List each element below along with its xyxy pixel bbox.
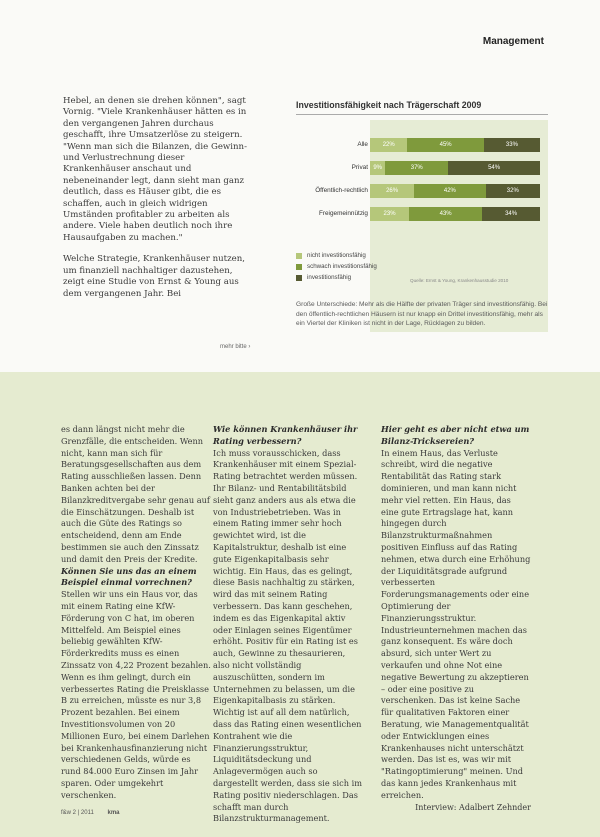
bar-segment: 42% [414,184,485,198]
interview-answer: In einem Haus, das Verluste schreibt, wird die negative Rentabilität das Rating stark dominieren, und man kann nicht mehr viel retten. Ein Haus, das eine gute Ertragslage hat, kann hingegen durch Bilanzstrukturmaßnahmen positiven Einfluss auf das Rating nehmen, etwa durch eine Erhöhung der Liquiditätsgrade aufgrund verbesserten Forderungsmanagements oder eine Optimierung der Finanzierungsstruktur. Industrieunternehmen machen das ganz konsequent. Es wäre doch absurd, sich unter Wert zu verkaufen und ohne Not eine negative Bewertung zu akzeptieren – oder eine positive zu verschenken. Das ist keine Sache für qualitativen Faktoren einer Beratung, wie Managementqualität oder Entwicklungen eines Krankenhauses nicht unterschätzt werden. Das ist es, was wir mit "Ratingoptimierung" meinen. Und das kann jedes Krankenhaus mit erreichen. [381,447,531,800]
legend-item [296,250,377,261]
legend-label: nicht investitionsfähig [307,252,366,259]
bar-segment: 23% [370,207,409,221]
bar-segment: 43% [409,207,482,221]
category-label: Privat [351,164,368,171]
footer-issue: f&w 2 | 2011 [61,810,94,816]
bar-segment: 54% [448,161,540,175]
bar-row [296,207,548,221]
intro-paragraph-2: Welche Strategie, Krankenhäuser nutzen, um finanziell nachhaltiger dazustehen, zeigt eine Studie von Ernst & Young aus dem vergangenen Jahr. Bei [63,254,245,299]
interview-question: Hier geht es aber nicht etwa um Bilanz-Tricksereien? [381,424,530,446]
chart-title: Investitionsfähigkeit nach Trägerschaft 2009 [296,100,482,110]
stacked-bar [370,161,540,175]
stacked-bar [370,207,540,221]
chart-caption: Große Unterschiede: Mehr als die Hälfte der privaten Träger sind investitionsfähig. Bei den öffentlich-rechtlichen Häusern ist nur knapp ein Drittel investitionsfähig, mehr als ein Viertel der Kliniken ist nicht in der Lage, Rücklagen zu bilden. [296,301,548,327]
stacked-bar [370,138,540,152]
section-label: Management [482,36,544,47]
interview-question: Können Sie uns das an einem Beispiel einmal vorrechnen? [61,565,197,588]
interview-answer: Ich muss vorausschicken, dass Krankenhäuser mit einem Spezial-Rating betrachtet werden müssen. Ihr Bilanz- und Rentabilitätsbild sieht ganz anders aus als etwa die von Industriebetrieben. Was in einem Rating immer sehr hoch gewichtet wird, ist die Kapitalstruktur, deshalb ist eine gute Eigenkapitalbasis sehr wichtig. Ein Haus, das es gelingt, diese Basis nachhaltig zu stärken, wird das mit seinem Rating verbessern. Das kann geschehen, indem es das Eigenkapital aktiv oder Einlagen seines Eigentümer erhöht. Positiv für ein Rating ist es auch, Gewinne zu thesaurieren, also nicht vollständig auszuschütten, sondern im Unternehmen zu belassen, um die Eigenkapitalbasis zu stärken. Wichtig ist auf all dem natürlich, dass das Rating einen wesentlichen Kontrahent wie die Finanzierungsstruktur, Liquiditätsdeckung und Anlagevermögen auch so dargestellt werden, dass sie sich im Rating positiv niederschlagen. Das schafft man durch Bilanzstrukturmanagement. [213,447,362,824]
chart-source: Quelle: Ernst & Young, Krankenhausstudie 2010 [410,278,509,283]
bar-row [296,161,548,175]
bar-segment: 26% [370,184,414,198]
bar-segment: 33% [484,138,540,152]
interview-signature: Interview: Adalbert Zehnder [415,802,531,812]
bar-segment: 45% [407,138,484,152]
bar-segment: 9% [370,161,385,175]
interview-answer: Stellen wir uns ein Haus vor, das mit einem Rating eine KfW-Förderung von C hat, im oberen Mittelfeld. Am Beispiel eines beliebig gewählten KfW-Förderkredits muss es einen Zinssatz von 4,22 Prozent bezahlen. Wenn es ihm gelingt, durch ein verbessertes Rating die Preisklasse B zu erreichen, müsste es nur 3,8 Prozent bezahlen. Bei einem Investitionsvolumen von 20 Millionen Euro, bei einem Darlehen bei Krankenhausfinanzierung nicht verschiedenen Gelds, würde es rund 84.000 Euro Zinsen im Jahr sparen. Oder umgekehrt verschenken. [61,589,211,800]
footer-brand: kma [107,810,120,816]
bar-segment: 37% [385,161,448,175]
category-label: Alle [357,141,368,148]
page-footer [61,810,120,816]
legend-swatch [296,275,302,281]
interview-answer: es dann längst nicht mehr die Grenzfälle, die entscheiden. Wenn nicht, kann man sich für Beratungsgesellschaften aus dem Rating ausschließen lassen. Denn Banken achten bei der Bilanzkreditvergabe sehr genau auf die Einschätzungen. Deshalb ist auch die Güte des Ratings so entscheidend, denn am Ende bestimmen sie auch den Zinssatz und damit den Preis der Kredite. [61,424,210,564]
legend-label: schwach investitionsfähig [307,263,377,270]
chart-legend [296,250,377,283]
interview-column-1 [61,424,211,802]
chart-title-rule [296,114,548,115]
interview-column-3 [381,424,531,813]
bar-segment: 22% [370,138,407,152]
bar-segment: 34% [482,207,540,221]
stacked-bar [370,184,540,198]
continue-note: mehr bitte › [220,344,251,350]
bar-segment: 32% [486,184,540,198]
intro-paragraph-1: Hebel, an denen sie drehen können", sagt Vornig. "Viele Krankenhäuser hätten es in den vergangenen Jahren durchaus geschafft, ihre Umsatzerlöse zu steigern. "Wenn man sich die Bilanzen, die Gewinn- und Verlustrechnung dieser Krankenhäuser anschaut und nebeneinander legt, dann sieht man ganz deutlich, dass es Häuser gibt, die es schaffen, auch in gleich widrigen Umständen profitabler zu arbeiten als andere. Viele haben deutlich noch ihre Hausaufgaben zu machen." [63,96,247,243]
bar-row [296,184,548,198]
category-label: Öffentlich-rechtlich [315,187,368,194]
intro-column [63,96,253,300]
investment-chart [296,100,548,360]
interview-column-2 [213,424,363,825]
category-label: Freigemeinnützig [318,210,368,217]
legend-label: investitionsfähig [307,274,352,281]
legend-item [296,261,377,272]
interview-question: Wie können Krankenhäuser ihr Rating verbessern? [213,424,358,446]
legend-swatch [296,264,302,270]
legend-swatch [296,253,302,259]
legend-item [296,272,377,283]
bar-row [296,138,548,152]
